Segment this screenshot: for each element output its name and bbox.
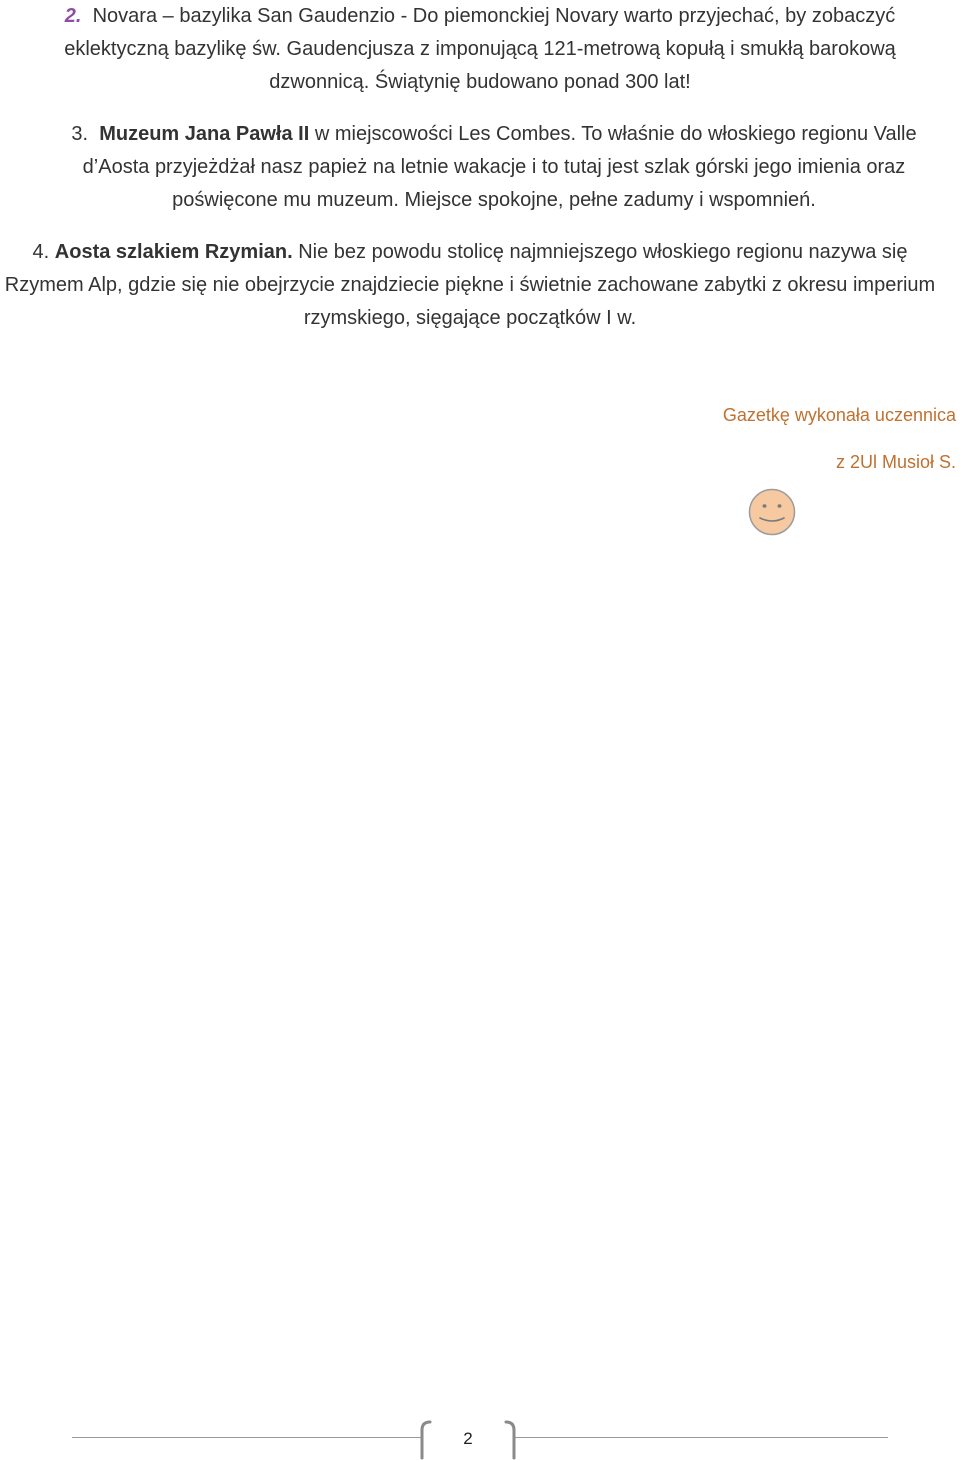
list-item-3 [44,118,944,217]
smiley-face-icon [748,488,796,536]
item-text: w miejscowości Les Combes. To właśnie do włoskiego regionu Valle d’Aosta przyjeżdżał nasz papież na letnie wakacje i to tutaj jest szlak górski jego imienia oraz poświęcone mu muzeum. Miejsce spokojne, pełne zadumy i wspomnień. [82,123,917,211]
item-number: 2. [64,5,82,27]
list-item-4 [2,236,938,335]
credit-line-1: Gazetkę wykonała uczennica [722,405,956,425]
right-brace-icon [504,1420,518,1460]
item-text: Nie bez powodu stolicę najmniejszego włoskiego regionu nazywa się Rzymem Alp, gdzie się nie obejrzycie znajdziecie piękne i świetnie zachowane zabytki z okresu imperium rzymskiego, sięgające początków I w. [4,241,936,329]
footer-rule-right [514,1437,888,1438]
item-title: Muzeum Jana Pawła II [99,123,310,145]
item-text: Novara – bazylika San Gaudenzio - Do piemonckiej Novary warto przyjechać, by zobaczyć eklektyczną bazylikę św. Gaudencjusza z imponującą 121-metrową kopułą i smukłą barokową dzwonnicą. Świątynię budowano ponad 300 lat! [64,5,896,93]
page-number: 2 [463,1429,473,1448]
credit-line-2: z 2Ul Musioł S. [835,452,956,472]
list-item-2 [14,0,946,99]
footer-rule-left [72,1437,422,1438]
left-brace-icon [418,1420,432,1460]
item-title: Aosta szlakiem Rzymian. [54,241,293,263]
item-number: 4. [32,241,50,263]
item-number: 3. [71,123,89,145]
